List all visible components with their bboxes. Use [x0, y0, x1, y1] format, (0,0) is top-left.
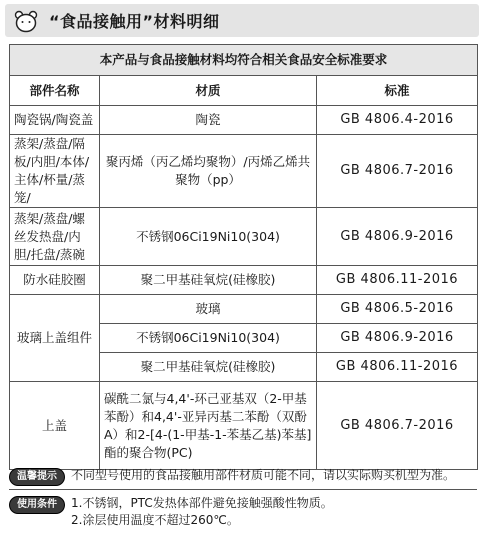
tip-badge: 温馨提示 [9, 468, 65, 486]
part-cell: 蒸架/蒸盘/螺丝发热盘/内胆/托盘/蒸碗 [10, 208, 100, 266]
material-cell: 不锈钢06Ci19Ni10(304) [100, 208, 317, 266]
tip-text: 不同型号使用的食品接触用部件材质可能不同，请以实际购买机型为准。 [71, 468, 456, 482]
column-header-standard: 标准 [317, 76, 478, 106]
table-row [10, 135, 478, 208]
part-cell: 防水硅胶圈 [10, 266, 100, 295]
material-cell: 聚二甲基硅氧烷(硅橡胶) [100, 266, 317, 295]
material-cell: 聚丙烯（丙乙烯均聚物）/丙烯乙烯共聚物（pp） [100, 135, 317, 208]
usage-note [9, 495, 477, 529]
table-row [10, 295, 478, 324]
column-header-part: 部件名称 [10, 76, 100, 106]
header-bar [5, 4, 479, 37]
material-cell: 不锈钢06Ci19Ni10(304) [100, 324, 317, 353]
standard-cell: GB 4806.7-2016 [317, 135, 478, 208]
part-cell: 上盖 [10, 382, 100, 470]
tip-note [9, 467, 477, 486]
usage-badge: 使用条件 [9, 496, 65, 514]
usage-line-1: 1.不锈钢，PTC发热体部件避免接触强酸性物质。 [71, 496, 333, 510]
table-row [10, 208, 478, 266]
bear-head-icon [13, 8, 39, 34]
table-row [10, 106, 478, 135]
standard-cell: GB 4806.9-2016 [317, 324, 478, 353]
standard-cell: GB 4806.11-2016 [317, 353, 478, 382]
standard-cell: GB 4806.11-2016 [317, 266, 478, 295]
column-header-material: 材质 [100, 76, 317, 106]
part-cell: 蒸架/蒸盘/隔板/内胆/本体/主体/杯量/蒸笼/ [10, 135, 100, 208]
table-caption: 本产品与食品接触材料均符合相关食品安全标准要求 [10, 45, 478, 76]
standard-cell: GB 4806.4-2016 [317, 106, 478, 135]
note-divider [9, 489, 477, 490]
material-cell: 陶瓷 [100, 106, 317, 135]
material-cell: 碳酰二氯与4,4'-环己亚基双（2-甲基苯酚）和4,4'-亚异丙基二苯酚（双酚A）和2-[4-(1-甲基-1-苯基乙基)苯基]酯的聚合物(PC) [100, 382, 317, 470]
standard-cell: GB 4806.5-2016 [317, 295, 478, 324]
material-cell: 玻璃 [100, 295, 317, 324]
table-row [10, 266, 478, 295]
part-cell: 玻璃上盖组件 [10, 295, 100, 382]
materials-table [9, 44, 478, 470]
standard-cell: GB 4806.7-2016 [317, 382, 478, 470]
usage-line-2: 2.涂层使用温度不超过260℃。 [71, 513, 239, 527]
material-cell: 聚二甲基硅氧烷(硅橡胶) [100, 353, 317, 382]
part-cell: 陶瓷锅/陶瓷盖 [10, 106, 100, 135]
page-title: “食品接触用”材料明细 [49, 12, 220, 31]
standard-cell: GB 4806.9-2016 [317, 208, 478, 266]
table-row [10, 382, 478, 470]
